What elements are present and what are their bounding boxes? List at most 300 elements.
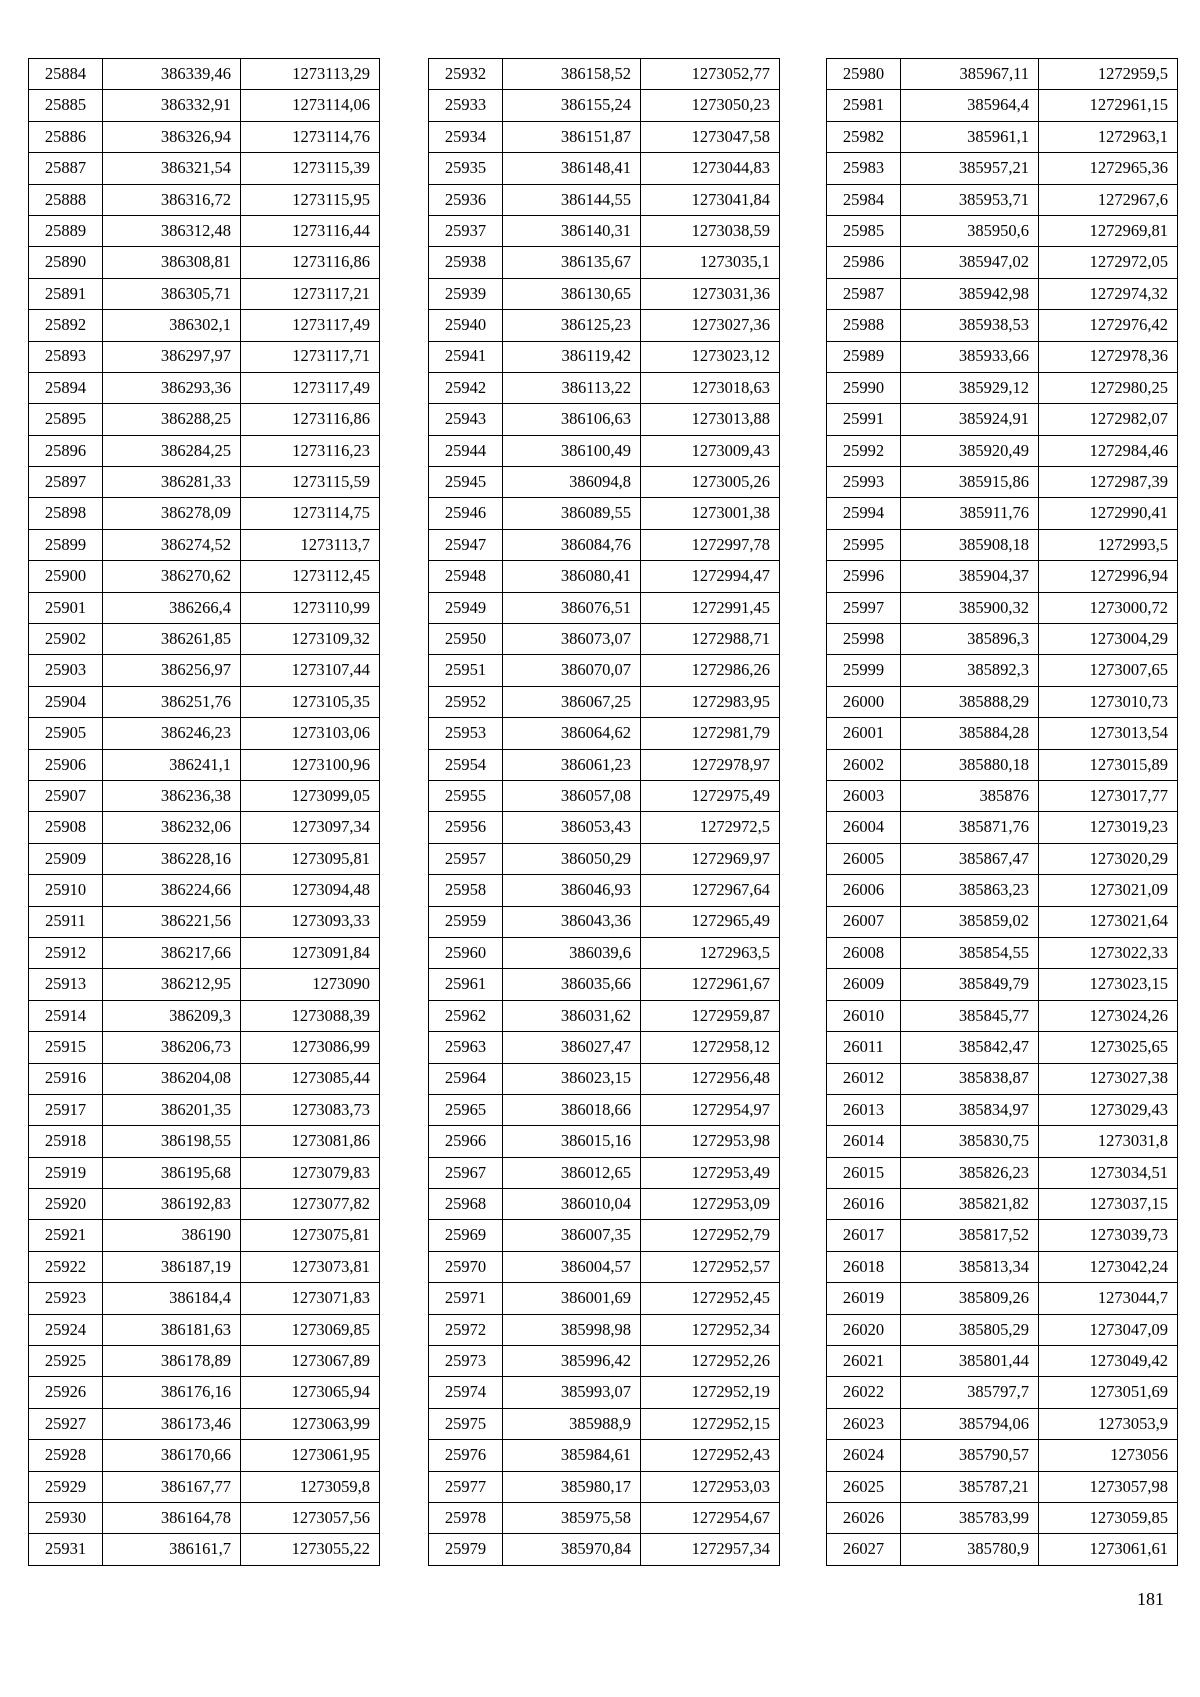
y-coordinate-cell: 1273086,99	[241, 1032, 380, 1063]
table-row	[827, 1377, 1178, 1408]
table-row	[827, 1032, 1178, 1063]
x-coordinate-cell: 386046,93	[503, 875, 641, 906]
y-coordinate-cell: 1272961,67	[641, 969, 780, 1000]
x-coordinate-cell: 386326,94	[103, 121, 241, 152]
point-number-cell: 25888	[29, 184, 103, 215]
point-number-cell: 25945	[429, 467, 503, 498]
x-coordinate-cell: 386312,48	[103, 215, 241, 246]
point-number-cell: 25950	[429, 624, 503, 655]
x-coordinate-cell: 386007,35	[503, 1220, 641, 1251]
y-coordinate-cell: 1273085,44	[241, 1063, 380, 1094]
point-number-cell: 25961	[429, 969, 503, 1000]
y-coordinate-cell: 1273031,36	[641, 278, 780, 309]
point-number-cell: 25927	[29, 1408, 103, 1439]
point-number-cell: 25978	[429, 1502, 503, 1533]
x-coordinate-cell: 385780,9	[901, 1534, 1039, 1565]
point-number-cell: 25903	[29, 655, 103, 686]
point-number-cell: 25938	[429, 247, 503, 278]
table-row	[29, 1157, 380, 1188]
point-number-cell: 25917	[29, 1094, 103, 1125]
y-coordinate-cell: 1273029,43	[1039, 1094, 1178, 1125]
table-row	[429, 561, 780, 592]
point-number-cell: 25908	[29, 812, 103, 843]
table-row	[29, 937, 380, 968]
y-coordinate-cell: 1273061,95	[241, 1440, 380, 1471]
table-row	[29, 1346, 380, 1377]
point-number-cell: 25966	[429, 1126, 503, 1157]
x-coordinate-cell: 386261,85	[103, 624, 241, 655]
table-row	[827, 90, 1178, 121]
point-number-cell: 26001	[827, 718, 901, 749]
table-row	[827, 1251, 1178, 1282]
x-coordinate-cell: 386308,81	[103, 247, 241, 278]
x-coordinate-cell: 385933,66	[901, 341, 1039, 372]
point-number-cell: 25912	[29, 937, 103, 968]
x-coordinate-cell: 386178,89	[103, 1346, 241, 1377]
y-coordinate-cell: 1272988,71	[641, 624, 780, 655]
x-coordinate-cell: 386251,76	[103, 686, 241, 717]
table-row	[827, 686, 1178, 717]
point-number-cell: 25953	[429, 718, 503, 749]
x-coordinate-cell: 385904,37	[901, 561, 1039, 592]
point-number-cell: 25935	[429, 153, 503, 184]
y-coordinate-cell: 1273088,39	[241, 1000, 380, 1031]
y-coordinate-cell: 1273079,83	[241, 1157, 380, 1188]
y-coordinate-cell: 1272997,78	[641, 529, 780, 560]
point-number-cell: 25984	[827, 184, 901, 215]
x-coordinate-cell: 386212,95	[103, 969, 241, 1000]
table-row	[29, 843, 380, 874]
table-row	[429, 467, 780, 498]
table-row	[29, 561, 380, 592]
y-coordinate-cell: 1273091,84	[241, 937, 380, 968]
table-row	[827, 435, 1178, 466]
y-coordinate-cell: 1272996,94	[1039, 561, 1178, 592]
point-number-cell: 25987	[827, 278, 901, 309]
table-row	[429, 153, 780, 184]
x-coordinate-cell: 385950,6	[901, 215, 1039, 246]
y-coordinate-cell: 1273024,26	[1039, 1000, 1178, 1031]
x-coordinate-cell: 386167,77	[103, 1471, 241, 1502]
point-number-cell: 25904	[29, 686, 103, 717]
x-coordinate-cell: 385938,53	[901, 310, 1039, 341]
table-row	[29, 875, 380, 906]
y-coordinate-cell: 1273020,29	[1039, 843, 1178, 874]
point-number-cell: 26027	[827, 1534, 901, 1565]
y-coordinate-cell: 1273051,69	[1039, 1377, 1178, 1408]
table-row	[429, 1534, 780, 1565]
point-number-cell: 26017	[827, 1220, 901, 1251]
point-number-cell: 25896	[29, 435, 103, 466]
table-row	[429, 655, 780, 686]
table-row	[29, 435, 380, 466]
table-row	[29, 498, 380, 529]
x-coordinate-cell: 385863,23	[901, 875, 1039, 906]
x-coordinate-cell: 386221,56	[103, 906, 241, 937]
x-coordinate-cell: 385942,98	[901, 278, 1039, 309]
point-number-cell: 25897	[29, 467, 103, 498]
x-coordinate-cell: 385996,42	[503, 1346, 641, 1377]
point-number-cell: 25891	[29, 278, 103, 309]
y-coordinate-cell: 1273114,76	[241, 121, 380, 152]
y-coordinate-cell: 1272959,87	[641, 1000, 780, 1031]
point-number-cell: 26016	[827, 1189, 901, 1220]
y-coordinate-cell: 1272961,15	[1039, 90, 1178, 121]
y-coordinate-cell: 1273005,26	[641, 467, 780, 498]
y-coordinate-cell: 1272983,95	[641, 686, 780, 717]
y-coordinate-cell: 1273107,44	[241, 655, 380, 686]
point-number-cell: 25976	[429, 1440, 503, 1471]
x-coordinate-cell: 385797,7	[901, 1377, 1039, 1408]
table-row	[429, 1502, 780, 1533]
coordinates-table-3	[826, 58, 1178, 1566]
x-coordinate-cell: 385900,32	[901, 592, 1039, 623]
point-number-cell: 25948	[429, 561, 503, 592]
table-row	[827, 467, 1178, 498]
table-row	[827, 1126, 1178, 1157]
y-coordinate-cell: 1273095,81	[241, 843, 380, 874]
table-row	[29, 310, 380, 341]
x-coordinate-cell: 385975,58	[503, 1502, 641, 1533]
table-row	[827, 655, 1178, 686]
y-coordinate-cell: 1272980,25	[1039, 372, 1178, 403]
x-coordinate-cell: 385998,98	[503, 1314, 641, 1345]
table-row	[429, 812, 780, 843]
table-row	[29, 655, 380, 686]
x-coordinate-cell: 385809,26	[901, 1283, 1039, 1314]
point-number-cell: 25885	[29, 90, 103, 121]
y-coordinate-cell: 1272991,45	[641, 592, 780, 623]
y-coordinate-cell: 1273004,29	[1039, 624, 1178, 655]
y-coordinate-cell: 1272963,1	[1039, 121, 1178, 152]
table-row	[29, 467, 380, 498]
table-row	[827, 1157, 1178, 1188]
y-coordinate-cell: 1273116,23	[241, 435, 380, 466]
table-row	[827, 247, 1178, 278]
table-row	[429, 215, 780, 246]
x-coordinate-cell: 386151,87	[503, 121, 641, 152]
x-coordinate-cell: 385980,17	[503, 1471, 641, 1502]
y-coordinate-cell: 1272952,19	[641, 1377, 780, 1408]
point-number-cell: 25929	[29, 1471, 103, 1502]
point-number-cell: 25937	[429, 215, 503, 246]
point-number-cell: 26013	[827, 1094, 901, 1125]
x-coordinate-cell: 385929,12	[901, 372, 1039, 403]
point-number-cell: 26004	[827, 812, 901, 843]
table-row	[429, 498, 780, 529]
y-coordinate-cell: 1273023,15	[1039, 969, 1178, 1000]
table-row	[827, 404, 1178, 435]
x-coordinate-cell: 385953,71	[901, 184, 1039, 215]
x-coordinate-cell: 385859,02	[901, 906, 1039, 937]
table-row	[29, 1251, 380, 1282]
x-coordinate-cell: 386043,36	[503, 906, 641, 937]
y-coordinate-cell: 1273057,56	[241, 1502, 380, 1533]
point-number-cell: 25907	[29, 780, 103, 811]
y-coordinate-cell: 1272952,15	[641, 1408, 780, 1439]
point-number-cell: 25992	[827, 435, 901, 466]
y-coordinate-cell: 1272974,32	[1039, 278, 1178, 309]
x-coordinate-cell: 385813,34	[901, 1251, 1039, 1282]
point-number-cell: 25920	[29, 1189, 103, 1220]
point-number-cell: 25899	[29, 529, 103, 560]
table-row	[827, 341, 1178, 372]
table-row	[429, 969, 780, 1000]
table-row	[429, 1346, 780, 1377]
point-number-cell: 25923	[29, 1283, 103, 1314]
table-row	[429, 592, 780, 623]
table-row	[429, 1189, 780, 1220]
table-row	[827, 1063, 1178, 1094]
y-coordinate-cell: 1272952,34	[641, 1314, 780, 1345]
x-coordinate-cell: 385826,23	[901, 1157, 1039, 1188]
point-number-cell: 25983	[827, 153, 901, 184]
point-number-cell: 26012	[827, 1063, 901, 1094]
y-coordinate-cell: 1273109,32	[241, 624, 380, 655]
x-coordinate-cell: 385790,57	[901, 1440, 1039, 1471]
point-number-cell: 25939	[429, 278, 503, 309]
x-coordinate-cell: 386140,31	[503, 215, 641, 246]
point-number-cell: 25943	[429, 404, 503, 435]
x-coordinate-cell: 386184,4	[103, 1283, 241, 1314]
point-number-cell: 25889	[29, 215, 103, 246]
table-row	[29, 1314, 380, 1345]
table-row	[827, 592, 1178, 623]
y-coordinate-cell: 1273017,77	[1039, 780, 1178, 811]
y-coordinate-cell: 1272952,26	[641, 1346, 780, 1377]
point-number-cell: 25915	[29, 1032, 103, 1063]
y-coordinate-cell: 1273115,39	[241, 153, 380, 184]
y-coordinate-cell: 1273090	[241, 969, 380, 1000]
x-coordinate-cell: 386144,55	[503, 184, 641, 215]
x-coordinate-cell: 385924,91	[901, 404, 1039, 435]
table-row	[827, 937, 1178, 968]
point-number-cell: 25997	[827, 592, 901, 623]
x-coordinate-cell: 385888,29	[901, 686, 1039, 717]
y-coordinate-cell: 1273093,33	[241, 906, 380, 937]
point-number-cell: 25994	[827, 498, 901, 529]
table-row	[29, 780, 380, 811]
x-coordinate-cell: 386080,41	[503, 561, 641, 592]
y-coordinate-cell: 1273018,63	[641, 372, 780, 403]
x-coordinate-cell: 385783,99	[901, 1502, 1039, 1533]
table-row	[429, 404, 780, 435]
table-row	[29, 59, 380, 90]
y-coordinate-cell: 1272952,57	[641, 1251, 780, 1282]
x-coordinate-cell: 386119,42	[503, 341, 641, 372]
y-coordinate-cell: 1272963,5	[641, 937, 780, 968]
table-row	[429, 718, 780, 749]
point-number-cell: 25886	[29, 121, 103, 152]
y-coordinate-cell: 1273065,94	[241, 1377, 380, 1408]
table-row	[429, 1000, 780, 1031]
table-row	[429, 937, 780, 968]
x-coordinate-cell: 386073,07	[503, 624, 641, 655]
y-coordinate-cell: 1273013,88	[641, 404, 780, 435]
table-row	[827, 278, 1178, 309]
table-row	[429, 1251, 780, 1282]
x-coordinate-cell: 385801,44	[901, 1346, 1039, 1377]
x-coordinate-cell: 386135,67	[503, 247, 641, 278]
x-coordinate-cell: 386270,62	[103, 561, 241, 592]
table-row	[827, 1189, 1178, 1220]
table-row	[827, 529, 1178, 560]
y-coordinate-cell: 1272954,97	[641, 1094, 780, 1125]
table-row	[827, 1094, 1178, 1125]
y-coordinate-cell: 1273116,86	[241, 247, 380, 278]
point-number-cell: 25955	[429, 780, 503, 811]
y-coordinate-cell: 1273069,85	[241, 1314, 380, 1345]
y-coordinate-cell: 1273013,54	[1039, 718, 1178, 749]
table-row	[429, 1314, 780, 1345]
x-coordinate-cell: 386278,09	[103, 498, 241, 529]
x-coordinate-cell: 385892,3	[901, 655, 1039, 686]
table-row	[29, 812, 380, 843]
table-row	[429, 310, 780, 341]
y-coordinate-cell: 1273025,65	[1039, 1032, 1178, 1063]
x-coordinate-cell: 385805,29	[901, 1314, 1039, 1345]
x-coordinate-cell: 386217,66	[103, 937, 241, 968]
y-coordinate-cell: 1273097,34	[241, 812, 380, 843]
table-row	[29, 153, 380, 184]
y-coordinate-cell: 1272984,46	[1039, 435, 1178, 466]
point-number-cell: 25990	[827, 372, 901, 403]
y-coordinate-cell: 1272953,49	[641, 1157, 780, 1188]
table-row	[827, 1471, 1178, 1502]
table-row	[827, 969, 1178, 1000]
x-coordinate-cell: 385854,55	[901, 937, 1039, 968]
table-row	[429, 59, 780, 90]
point-number-cell: 25918	[29, 1126, 103, 1157]
y-coordinate-cell: 1273055,22	[241, 1534, 380, 1565]
y-coordinate-cell: 1273021,64	[1039, 906, 1178, 937]
point-number-cell: 25930	[29, 1502, 103, 1533]
point-number-cell: 25991	[827, 404, 901, 435]
point-number-cell: 25975	[429, 1408, 503, 1439]
x-coordinate-cell: 386266,4	[103, 592, 241, 623]
y-coordinate-cell: 1272994,47	[641, 561, 780, 592]
y-coordinate-cell: 1273023,12	[641, 341, 780, 372]
y-coordinate-cell: 1272953,98	[641, 1126, 780, 1157]
y-coordinate-cell: 1273044,83	[641, 153, 780, 184]
point-number-cell: 25884	[29, 59, 103, 90]
table-row	[827, 561, 1178, 592]
y-coordinate-cell: 1273057,98	[1039, 1471, 1178, 1502]
point-number-cell: 25909	[29, 843, 103, 874]
y-coordinate-cell: 1273094,48	[241, 875, 380, 906]
point-number-cell: 25958	[429, 875, 503, 906]
point-number-cell: 26008	[827, 937, 901, 968]
point-number-cell: 25905	[29, 718, 103, 749]
point-number-cell: 25893	[29, 341, 103, 372]
x-coordinate-cell: 386015,16	[503, 1126, 641, 1157]
y-coordinate-cell: 1272957,34	[641, 1534, 780, 1565]
y-coordinate-cell: 1273081,86	[241, 1126, 380, 1157]
table-row	[827, 59, 1178, 90]
point-number-cell: 25894	[29, 372, 103, 403]
y-coordinate-cell: 1273027,38	[1039, 1063, 1178, 1094]
table-row	[29, 1377, 380, 1408]
x-coordinate-cell: 386023,15	[503, 1063, 641, 1094]
point-number-cell: 25951	[429, 655, 503, 686]
y-coordinate-cell: 1273000,72	[1039, 592, 1178, 623]
x-coordinate-cell: 385845,77	[901, 1000, 1039, 1031]
x-coordinate-cell: 386288,25	[103, 404, 241, 435]
y-coordinate-cell: 1273022,33	[1039, 937, 1178, 968]
y-coordinate-cell: 1272967,64	[641, 875, 780, 906]
x-coordinate-cell: 386061,23	[503, 749, 641, 780]
y-coordinate-cell: 1273105,35	[241, 686, 380, 717]
table-row	[827, 498, 1178, 529]
x-coordinate-cell: 385834,97	[901, 1094, 1039, 1125]
point-number-cell: 25998	[827, 624, 901, 655]
point-number-cell: 25957	[429, 843, 503, 874]
point-number-cell: 26011	[827, 1032, 901, 1063]
table-row	[29, 278, 380, 309]
x-coordinate-cell: 386236,38	[103, 780, 241, 811]
table-row	[827, 624, 1178, 655]
x-coordinate-cell: 386012,65	[503, 1157, 641, 1188]
point-number-cell: 26023	[827, 1408, 901, 1439]
point-number-cell: 25902	[29, 624, 103, 655]
point-number-cell: 25892	[29, 310, 103, 341]
x-coordinate-cell: 385880,18	[901, 749, 1039, 780]
x-coordinate-cell: 385842,47	[901, 1032, 1039, 1063]
point-number-cell: 25968	[429, 1189, 503, 1220]
point-number-cell: 26007	[827, 906, 901, 937]
y-coordinate-cell: 1273063,99	[241, 1408, 380, 1439]
table-row	[429, 121, 780, 152]
y-coordinate-cell: 1272952,45	[641, 1283, 780, 1314]
table-row	[429, 749, 780, 780]
point-number-cell: 25973	[429, 1346, 503, 1377]
y-coordinate-cell: 1273047,09	[1039, 1314, 1178, 1345]
y-coordinate-cell: 1272982,07	[1039, 404, 1178, 435]
table-row	[429, 780, 780, 811]
table-row	[29, 404, 380, 435]
point-number-cell: 25916	[29, 1063, 103, 1094]
x-coordinate-cell: 385947,02	[901, 247, 1039, 278]
table-row	[29, 1408, 380, 1439]
table-row	[429, 247, 780, 278]
y-coordinate-cell: 1273115,95	[241, 184, 380, 215]
y-coordinate-cell: 1273117,49	[241, 372, 380, 403]
table-row	[827, 906, 1178, 937]
point-number-cell: 26015	[827, 1157, 901, 1188]
table-row	[827, 1346, 1178, 1377]
x-coordinate-cell: 386106,63	[503, 404, 641, 435]
y-coordinate-cell: 1273083,73	[241, 1094, 380, 1125]
x-coordinate-cell: 386031,62	[503, 1000, 641, 1031]
x-coordinate-cell: 385957,21	[901, 153, 1039, 184]
x-coordinate-cell: 386004,57	[503, 1251, 641, 1282]
x-coordinate-cell: 386241,1	[103, 749, 241, 780]
point-number-cell: 25982	[827, 121, 901, 152]
point-number-cell: 25989	[827, 341, 901, 372]
x-coordinate-cell: 386113,22	[503, 372, 641, 403]
table-row	[429, 1408, 780, 1439]
x-coordinate-cell: 386170,66	[103, 1440, 241, 1471]
table-row	[29, 686, 380, 717]
y-coordinate-cell: 1273071,83	[241, 1283, 380, 1314]
table-row	[429, 1283, 780, 1314]
table-row	[827, 372, 1178, 403]
table-row	[29, 718, 380, 749]
table-row	[29, 1440, 380, 1471]
y-coordinate-cell: 1273027,36	[641, 310, 780, 341]
x-coordinate-cell: 386209,3	[103, 1000, 241, 1031]
x-coordinate-cell: 386161,7	[103, 1534, 241, 1565]
